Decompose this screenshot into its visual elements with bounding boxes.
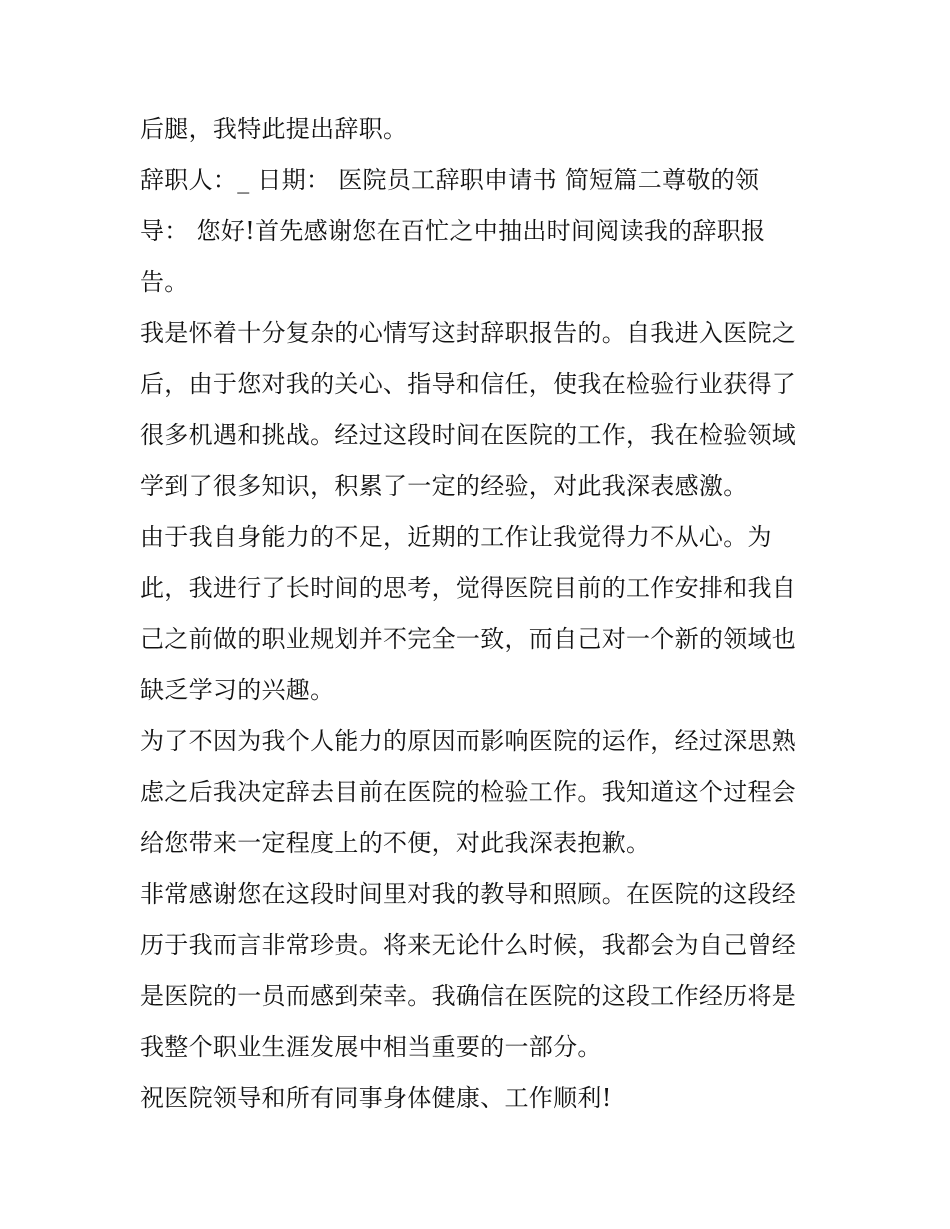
text-line: 祝医院领导和所有同事身体健康、工作顺利! — [140, 1084, 612, 1112]
text-line: 学到了很多知识，积累了一定的经验，对此我深表感激。 — [140, 472, 748, 500]
text-line: 非常感谢您在这段时间里对我的教导和照顾。在医院的这段经 — [140, 880, 797, 908]
text-line: 为了不因为我个人能力的原因而影响医院的运作，经过深思熟 — [140, 727, 797, 755]
text-line: 是医院的一员而感到荣幸。我确信在医院的这段工作经历将是 — [140, 982, 797, 1010]
text-line: 历于我而言非常珍贵。将来无论什么时候，我都会为自己曾经 — [140, 931, 797, 959]
text-line: 告。 — [140, 268, 189, 296]
text-line: 此，我进行了长时间的思考，觉得医院目前的工作安排和我自 — [140, 574, 797, 602]
text-line: 缺乏学习的兴趣。 — [140, 676, 335, 704]
text-line: 给您带来一定程度上的不便，对此我深表抱歉。 — [140, 829, 651, 857]
text-line: 虑之后我决定辞去目前在医院的检验工作。我知道这个过程会 — [140, 778, 797, 806]
text-line: 由于我自身能力的不足，近期的工作让我觉得力不从心。为 — [140, 523, 772, 551]
text-line: 后腿，我特此提出辞职。 — [140, 115, 408, 143]
text-line: 很多机遇和挑战。经过这段时间在医院的工作，我在检验领域 — [140, 421, 797, 449]
text-line: 后，由于您对我的关心、指导和信任，使我在检验行业获得了 — [140, 370, 797, 398]
document-body — [140, 104, 820, 1124]
text-line: 我整个职业生涯发展中相当重要的一部分。 — [140, 1033, 602, 1061]
text-line: 我是怀着十分复杂的心情写这封辞职报告的。自我进入医院之 — [140, 319, 797, 347]
text-line: 导： 您好!首先感谢您在百忙之中抽出时间阅读我的辞职报 — [140, 217, 766, 245]
text-line: 辞职人：_ 日期： 医院员工辞职申请书 简短篇二尊敬的领 — [140, 166, 760, 194]
text-line: 己之前做的职业规划并不完全一致，而自己对一个新的领域也 — [140, 625, 797, 653]
